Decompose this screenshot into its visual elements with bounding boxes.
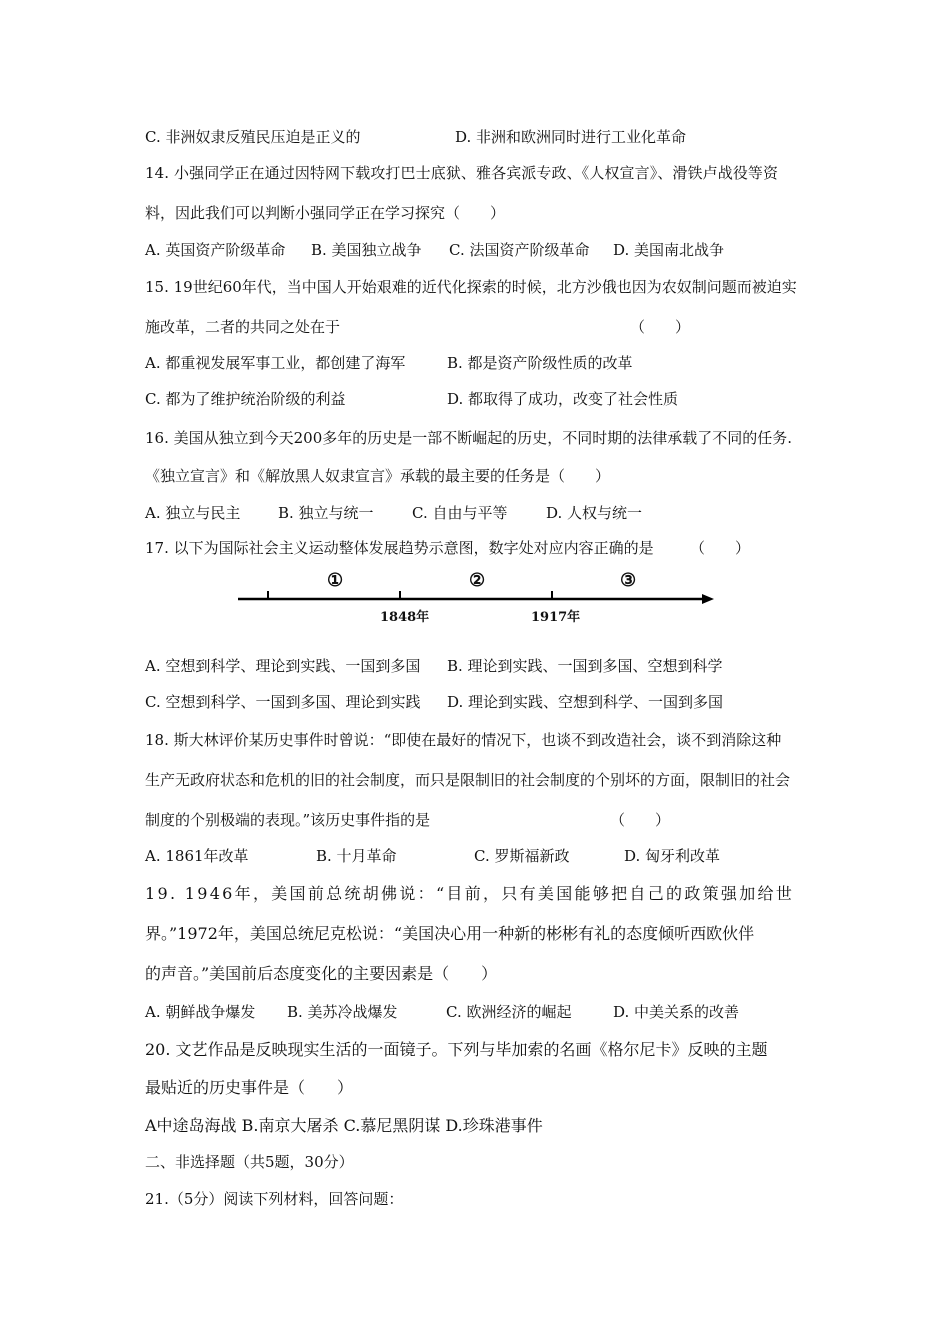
q18-stem-line1: 18. 斯大林评价某历史事件时曾说：“即使在最好的情况下，也谈不到改造社会，谈不到消除这种 — [145, 731, 782, 749]
q16-option-c: C. 自由与平等 — [412, 504, 508, 522]
q16-option-d: D. 人权与统一 — [546, 504, 643, 522]
timeline-mark-3: ③ — [620, 570, 637, 591]
q17-option-d: D. 理论到实践、空想到科学、一国到多国 — [447, 693, 724, 711]
q17-stem-line1: 17. 以下为国际社会主义运动整体发展趋势示意图，数字处对应内容正确的是 — [145, 539, 654, 557]
q18-option-b: B. 十月革命 — [316, 847, 397, 865]
q18-option-c: C. 罗斯福新政 — [474, 847, 570, 865]
q15-option-b: B. 都是资产阶级性质的改革 — [447, 354, 633, 372]
q19-option-b: B. 美苏冷战爆发 — [287, 1003, 398, 1021]
timeline-year-1848: 1848年 — [380, 610, 430, 625]
q18-option-d: D. 匈牙利改革 — [624, 847, 721, 865]
q19-option-a: A. 朝鲜战争爆发 — [145, 1003, 256, 1021]
timeline-year-1917: 1917年 — [531, 610, 581, 625]
q16-option-b: B. 独立与统一 — [278, 504, 374, 522]
q16-stem-line1: 16. 美国从独立到今天200多年的历史是一部不断崛起的历史，不同时期的法律承载了不同的任务. — [145, 429, 793, 447]
timeline-arrowhead — [702, 594, 714, 604]
q19-option-d: D. 中美关系的改善 — [613, 1003, 740, 1021]
q18-option-a: A. 1861年改革 — [145, 847, 249, 865]
q13-option-d: D. 非洲和欧洲同时进行工业化革命 — [455, 128, 687, 146]
q19-stem-line3: 的声音。”美国前后态度变化的主要因素是（ ） — [145, 964, 498, 983]
q20-options: A中途岛海战 B.南京大屠杀 C.慕尼黑阴谋 D.珍珠港事件 — [145, 1116, 543, 1135]
q21-stem-line1: 21.（5分）阅读下列材料，回答问题： — [145, 1190, 404, 1208]
q14-option-c: C. 法国资产阶级革命 — [449, 241, 590, 259]
q18-answer-paren: （ ） — [610, 811, 671, 829]
q15-option-d: D. 都取得了成功，改变了社会性质 — [447, 390, 679, 408]
q17-option-b: B. 理论到实践、一国到多国、空想到科学 — [447, 657, 723, 675]
q19-stem-line1: 19. 1946年，美国前总统胡佛说：“目前，只有美国能够把自己的政策强加给世 — [145, 884, 795, 903]
q14-option-b: B. 美国独立战争 — [311, 241, 422, 259]
q14-stem-line1: 14. 小强同学正在通过因特网下载攻打巴士底狱、雅各宾派专政、《人权宣言》、滑铁卢战役等资 — [145, 164, 779, 182]
timeline-mark-1: ① — [327, 570, 344, 591]
q19-option-c: C. 欧洲经济的崛起 — [446, 1003, 572, 1021]
q14-option-d: D. 美国南北战争 — [613, 241, 725, 259]
q18-stem-line2: 生产无政府状态和危机的旧的社会制度，而只是限制旧的社会制度的个别坏的方面，限制旧的社会 — [145, 771, 791, 789]
q17-option-c: C. 空想到科学、一国到多国、理论到实践 — [145, 693, 421, 711]
q15-stem-line1: 15. 19世纪60年代，当中国人开始艰难的近代化探索的时候，北方沙俄也因为农奴制问题而被迫实 — [145, 278, 797, 296]
q20-stem-line1: 20. 文艺作品是反映现实生活的一面镜子。下列与毕加索的名画《格尔尼卡》反映的主题 — [145, 1040, 768, 1059]
q14-option-a: A. 英国资产阶级革命 — [145, 241, 286, 259]
section2-heading: 二、非选择题（共5题，30分） — [145, 1153, 354, 1171]
q17-answer-paren: （ ） — [690, 539, 751, 557]
q15-option-a: A. 都重视发展军事工业，都创建了海军 — [145, 354, 406, 372]
q15-answer-paren: （ ） — [630, 318, 691, 336]
q15-stem-line2: 施改革，二者的共同之处在于 — [145, 318, 341, 336]
q15-option-c: C. 都为了维护统治阶级的利益 — [145, 390, 346, 408]
q13-option-c: C. 非洲奴隶反殖民压迫是正义的 — [145, 128, 361, 146]
q14-stem-line2: 料，因此我们可以判断小强同学正在学习探究（ ） — [145, 204, 506, 222]
q18-stem-line3: 制度的个别极端的表现。”该历史事件指的是 — [145, 811, 431, 829]
timeline-mark-2: ② — [469, 570, 486, 591]
q20-stem-line2: 最贴近的历史事件是（ ） — [145, 1078, 354, 1097]
q16-stem-line2: 《独立宣言》和《解放黑人奴隶宣言》承载的最主要的任务是（ ） — [145, 467, 611, 485]
q17-option-a: A. 空想到科学、理论到实践、一国到多国 — [145, 657, 421, 675]
q19-stem-line2: 界。”1972年，美国总统尼克松说：“美国决心用一种新的彬彬有礼的态度倾听西欧伙伴 — [145, 924, 755, 943]
q16-option-a: A. 独立与民主 — [145, 504, 241, 522]
